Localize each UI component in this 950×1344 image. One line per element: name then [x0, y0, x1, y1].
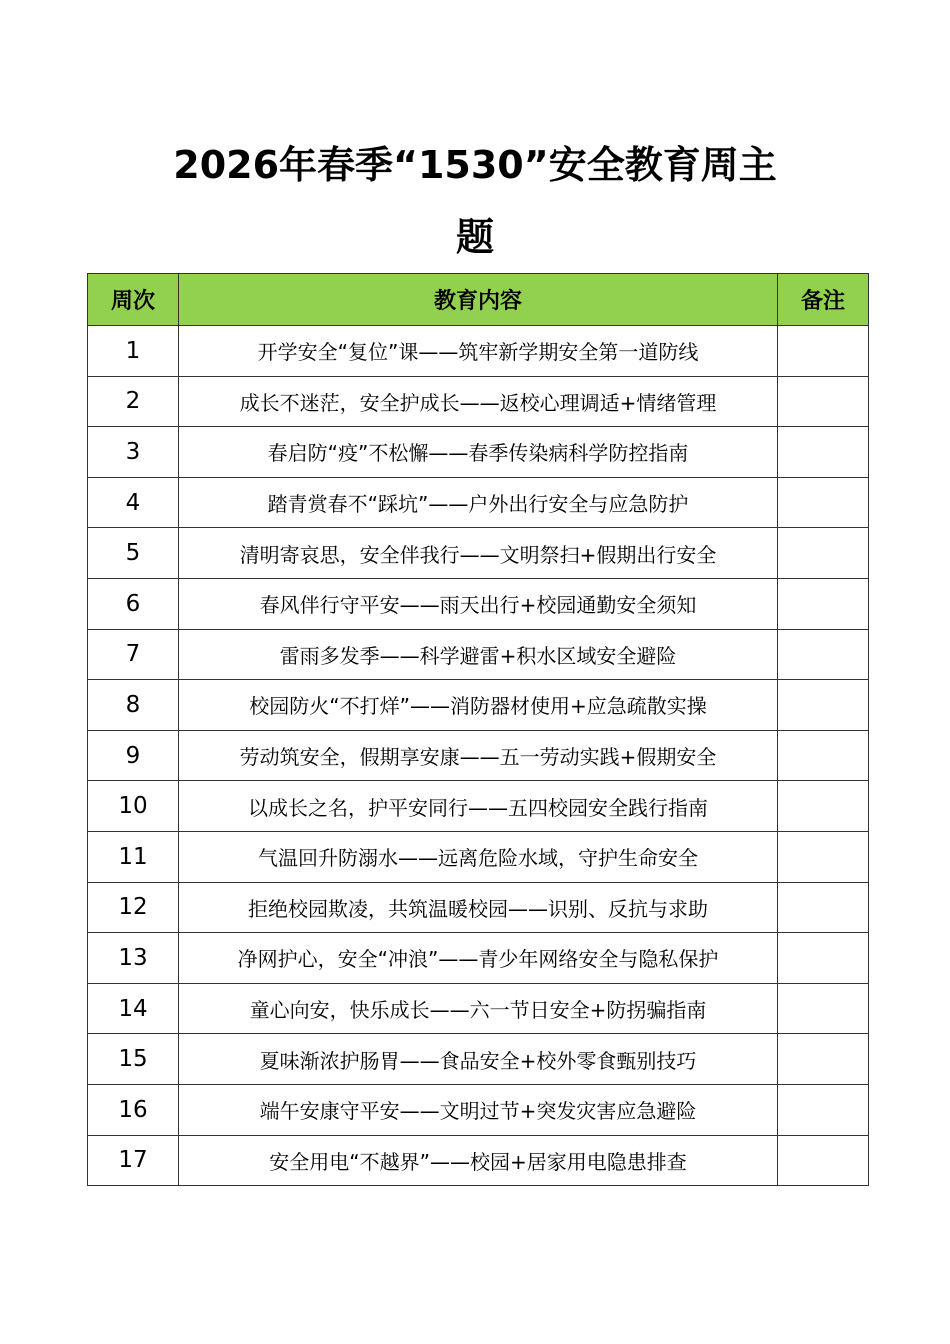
education-content-cell: 拒绝校园欺凌，共筑温暖校园——识别、反抗与求助	[179, 882, 778, 933]
education-content-cell: 以成长之名，护平安同行——五四校园安全践行指南	[179, 781, 778, 832]
week-number-cell: 7	[88, 629, 179, 680]
week-number-cell: 16	[88, 1084, 179, 1135]
remark-cell	[778, 983, 869, 1034]
table-row	[88, 528, 869, 579]
document-title: 2026年春季“1530”安全教育周主	[173, 143, 777, 187]
week-number-cell: 1	[88, 326, 179, 377]
education-content-cell: 雷雨多发季——科学避雷+积水区域安全避险	[179, 629, 778, 680]
education-content-cell: 净网护心，安全“冲浪”——青少年网络安全与隐私保护	[179, 933, 778, 984]
remark-cell	[778, 326, 869, 377]
education-content-cell: 夏味渐浓护肠胃——食品安全+校外零食甄别技巧	[179, 1034, 778, 1085]
header-content: 教育内容	[179, 274, 778, 326]
week-number-cell: 3	[88, 427, 179, 478]
remark-cell	[778, 831, 869, 882]
table-row	[88, 427, 869, 478]
table-row	[88, 578, 869, 629]
table-row	[88, 376, 869, 427]
table-row	[88, 831, 869, 882]
week-number-cell: 6	[88, 578, 179, 629]
education-content-cell: 校园防火“不打烊”——消防器材使用+应急疏散实操	[179, 680, 778, 731]
week-number-cell: 5	[88, 528, 179, 579]
week-number-cell: 2	[88, 376, 179, 427]
safety-education-schedule-table	[87, 273, 869, 1186]
remark-cell	[778, 629, 869, 680]
week-number-cell: 8	[88, 680, 179, 731]
remark-cell	[778, 1135, 869, 1186]
remark-cell	[778, 376, 869, 427]
remark-cell	[778, 882, 869, 933]
table-row	[88, 326, 869, 377]
table-row	[88, 983, 869, 1034]
education-content-cell: 春风伴行守平安——雨天出行+校园通勤安全须知	[179, 578, 778, 629]
table-header-row	[88, 274, 869, 326]
education-content-cell: 端午安康守平安——文明过节+突发灾害应急避险	[179, 1084, 778, 1135]
week-number-cell: 9	[88, 730, 179, 781]
table-row	[88, 477, 869, 528]
remark-cell	[778, 1084, 869, 1135]
remark-cell	[778, 933, 869, 984]
table-row	[88, 680, 869, 731]
header-remark: 备注	[778, 274, 869, 326]
remark-cell	[778, 477, 869, 528]
table-row	[88, 1135, 869, 1186]
remark-cell	[778, 781, 869, 832]
table-row	[88, 629, 869, 680]
education-content-cell: 春启防“疫”不松懈——春季传染病科学防控指南	[179, 427, 778, 478]
table-row	[88, 730, 869, 781]
week-number-cell: 11	[88, 831, 179, 882]
week-number-cell: 13	[88, 933, 179, 984]
education-content-cell: 安全用电“不越界”——校园+居家用电隐患排查	[179, 1135, 778, 1186]
education-content-cell: 踏青赏春不“踩坑”——户外出行安全与应急防护	[179, 477, 778, 528]
week-number-cell: 14	[88, 983, 179, 1034]
document-title-continued: 题	[455, 215, 494, 259]
education-content-cell: 成长不迷茫，安全护成长——返校心理调适+情绪管理	[179, 376, 778, 427]
remark-cell	[778, 578, 869, 629]
table-row	[88, 1034, 869, 1085]
remark-cell	[778, 427, 869, 478]
education-content-cell: 童心向安，快乐成长——六一节日安全+防拐骗指南	[179, 983, 778, 1034]
week-number-cell: 17	[88, 1135, 179, 1186]
education-content-cell: 开学安全“复位”课——筑牢新学期安全第一道防线	[179, 326, 778, 377]
week-number-cell: 12	[88, 882, 179, 933]
education-content-cell: 劳动筑安全，假期享安康——五一劳动实践+假期安全	[179, 730, 778, 781]
education-content-cell: 清明寄哀思，安全伴我行——文明祭扫+假期出行安全	[179, 528, 778, 579]
table-body	[88, 326, 869, 1186]
table-row	[88, 933, 869, 984]
remark-cell	[778, 1034, 869, 1085]
week-number-cell: 10	[88, 781, 179, 832]
remark-cell	[778, 680, 869, 731]
table-row	[88, 1084, 869, 1135]
table-row	[88, 882, 869, 933]
table-row	[88, 781, 869, 832]
week-number-cell: 4	[88, 477, 179, 528]
remark-cell	[778, 730, 869, 781]
week-number-cell: 15	[88, 1034, 179, 1085]
education-content-cell: 气温回升防溺水——远离危险水域，守护生命安全	[179, 831, 778, 882]
remark-cell	[778, 528, 869, 579]
header-week: 周次	[88, 274, 179, 326]
